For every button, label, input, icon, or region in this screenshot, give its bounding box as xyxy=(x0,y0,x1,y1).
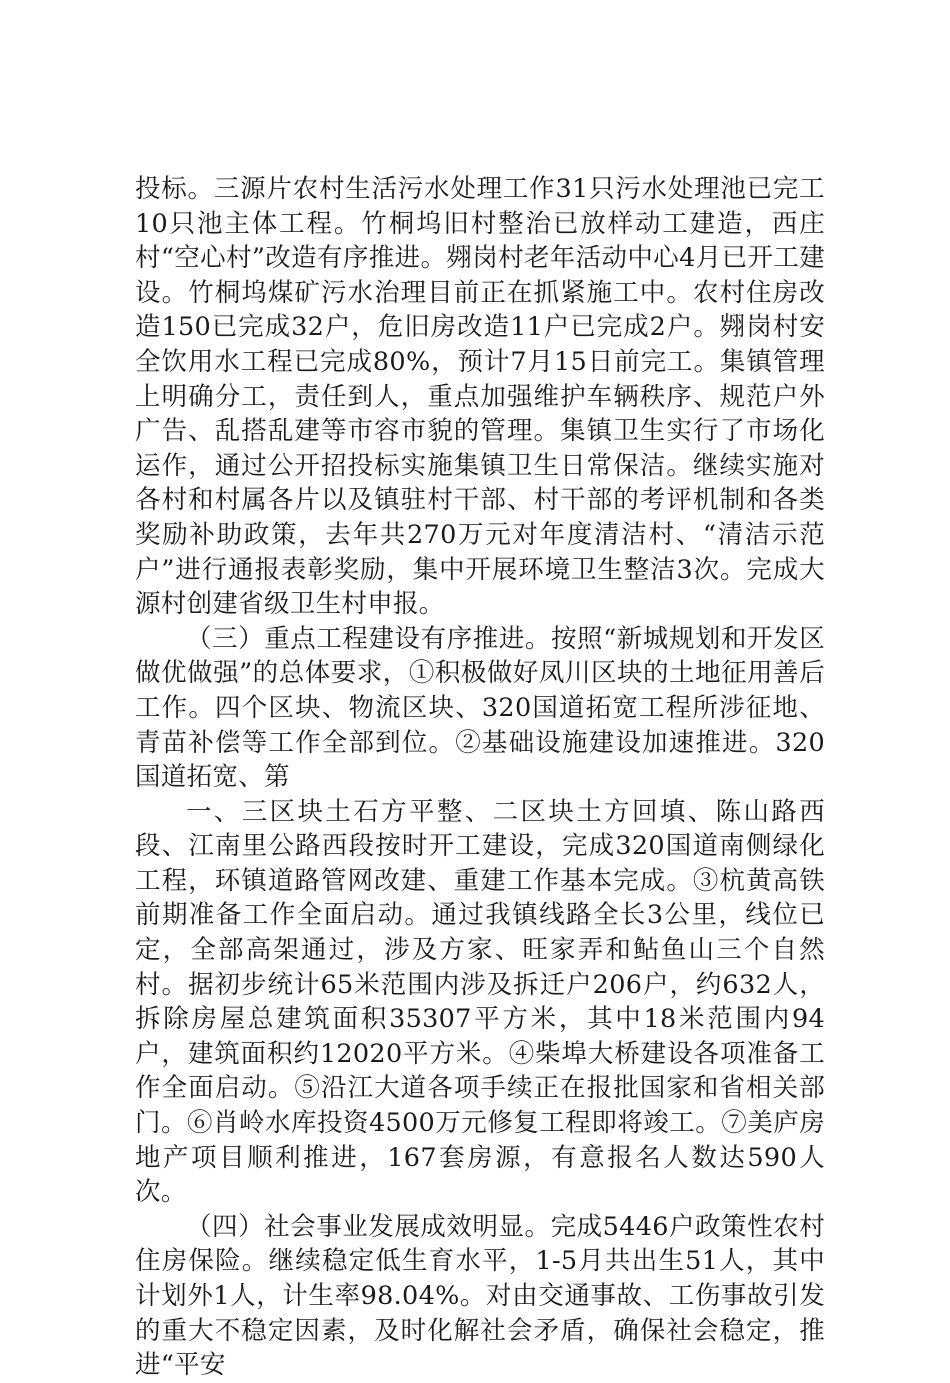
paragraph-social-affairs: （四）社会事业发展成效明显。完成5446户政策性农村住房保险。继续稳定低生育水平，1-5月共出生51人，其中计划外1人，计生率98.04%。对由交通事故、工伤事故引发的重大不稳定因素，及时化解社会矛盾，确保社会稳定，推进“平安 xyxy=(135,1211,825,1381)
paragraph-infrastructure: 一、三区块土石方平整、二区块土方回填、陈山路西段、江南里公路西段按时开工建设，完成320国道南侧绿化工程，环镇道路管网改建、重建工作基本完成。③杭黄高铁前期准备工作全面启动。通过我镇线路全长3公里，线位已定，全部高架通过，涉及方家、旺家弄和鲇鱼山三个自然村。据初步统计65米范围内涉及拆迁户206户，约632人，拆除房屋总建筑面积35307平方米，其中18米范围内94户，建筑面积约12020平方米。④柴埠大桥建设各项准备工作全面启动。⑤沿江大道各项手续正在报批国家和省相关部门。⑥肖岭水库投资4500万元修复工程即将竣工。⑦美庐房地产项目顺利推进，167套房源，有意报名人数达590人次。 xyxy=(135,796,825,1208)
paragraph-environment: 投标。三源片农村生活污水处理工作31只污水处理池已完工10只池主体工程。竹桐坞旧村整治已放样动工建造，西庄村“空心村”改造有序推进。翙岗村老年活动中心4月已开工建设。竹桐坞煤矿污水治理目前正在抓紧施工中。农村住房改造150已完成32户，危旧房改造11户已完成2户。翙岗村安全饮用水工程已完成80%，预计7月15日前完工。集镇管理上明确分工，责任到人，重点加强维护车辆秩序、规范户外广告、乱搭乱建等市容市貌的管理。集镇卫生实行了市场化运作，通过公开招投标实施集镇卫生日常保洁。继续实施对各村和村属各片以及镇驻村干部、村干部的考评机制和各类奖励补助政策，去年共270万元对年度清洁村、“清洁示范户”进行通报表彰奖励，集中开展环境卫生整洁3次。完成大源村创建省级卫生村申报。 xyxy=(135,174,825,620)
document-body xyxy=(135,172,825,1383)
paragraph-key-projects: （三）重点工程建设有序推进。按照“新城规划和开发区做优做强”的总体要求，①积极做好凤川区块的土地征用善后工作。四个区块、物流区块、320国道拓宽工程所涉征地、青苗补偿等工作全部到位。②基础设施建设加速推进。320国道拓宽、第 xyxy=(135,623,825,793)
